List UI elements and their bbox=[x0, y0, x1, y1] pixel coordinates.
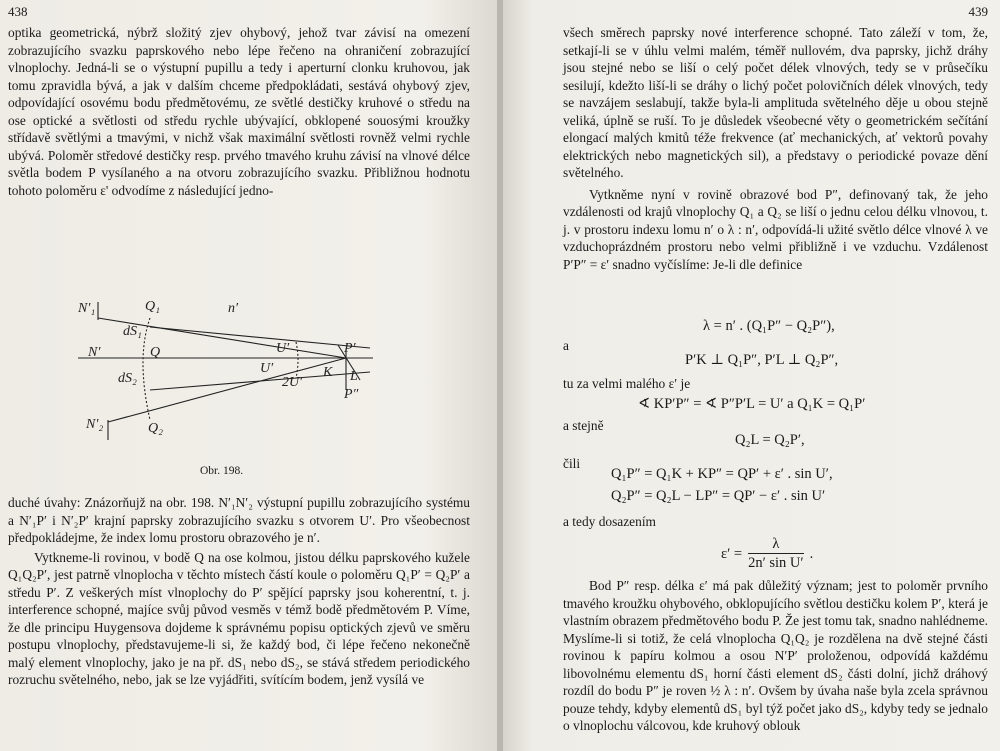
equation-7-end: . bbox=[809, 545, 814, 562]
paragraph-3-text: Bod P″ resp. délka ε′ má pak důležitý význam; jest to poloměr prvního tmavého kroužku ohybového, obklopujícího světlou destičku kolem P′, která je vlastním obrazem předmětového bodu P. Že jest tomu tak, snadno nahlédneme. Myslíme-li si totiž, že celá vlnoplocha Q₁Q₂ je rozdělena na dvě stejné části rovinou k papíru kolmou a osou N′P′ proloženou, odpovídá každému libovolnému elementu dS₁ horní části element dS₂ části dolní, jichž dráhový rozdíl do bodu P″ je roven ½ λ : n′. Ovšem by úvaha naše byla zcela správnou pouze tehdy, kdyby elementů dS₁ byl týž počet jako dS₂, kdyby tedy se jednalo o vlnoplochu válcovou, kde kruhový oblouk bbox=[563, 578, 988, 733]
equation-7 bbox=[721, 536, 813, 572]
label-n-index: n′ bbox=[228, 301, 239, 316]
connective-cili: čili bbox=[563, 456, 581, 471]
label-q: Q bbox=[150, 345, 161, 360]
equation-7-denominator: 2n′ sin U′ bbox=[748, 555, 804, 571]
connective-a: a bbox=[563, 338, 569, 353]
label-u-lower: U′ bbox=[260, 361, 274, 376]
label-p-double: P″ bbox=[344, 387, 359, 402]
equation-7-numerator: λ bbox=[772, 536, 780, 552]
equation-5: Q₁P″ = Q₁K + KP″ = QP′ + ε′ . sin U′, bbox=[611, 466, 833, 482]
page-number: 438 bbox=[8, 4, 28, 19]
label-l: L bbox=[350, 369, 358, 384]
paragraph-2 bbox=[8, 494, 470, 689]
label-n1: N′₁ bbox=[78, 301, 96, 316]
paragraph-3-text: Vytkneme-li rovinou, v bodě Q na ose kolmou, jistou délku paprskového kužele Q₁Q₂P′, jest patrně vlnoplocha v těchto místech částí koule o poloměru Q₁P′ = Q₂P′ a středu P′. Z veškerých míst vlnoplochy do P′ spějící paprsky jsou koherentní, t. j. interference schopné, majíce svůj původ vesměs v témž bodě předmětovém P. Víme, že dle principu Huygensova dojdeme k správnému popisu optických zjevů ve směru postupu vlnoplochy, představujeme-li si, že každý bod, či lépe řečeno nekonečně malý element vlnoplochy, jako je na př. dS₁ nebo dS₂, se stává středem periodického rozruchu světelného, nebo, jak se lze vyjádřiti, svítícím bodem, jenž vysílá ve bbox=[8, 549, 470, 687]
figure-caption: Obr. 198. bbox=[200, 465, 244, 477]
label-u-upper: U′ bbox=[276, 341, 290, 356]
label-k: K bbox=[323, 365, 333, 380]
paragraph-1 bbox=[563, 24, 988, 273]
paragraph-3 bbox=[563, 577, 988, 735]
connective-a-tedy: a tedy dosazením bbox=[563, 514, 656, 529]
equation-4: Q₂L = Q₂P′, bbox=[735, 432, 805, 448]
right-page bbox=[503, 0, 1000, 751]
page-number: 439 bbox=[968, 4, 988, 19]
label-q2: Q₂ bbox=[148, 421, 163, 436]
label-n2: N′₂ bbox=[86, 417, 104, 432]
paragraph-2-text: Vytkněme nyní v rovině obrazové bod P″, definovaný tak, že jeho vzdálenosti od krajů vlnoplochy Q₁ a Q₂ se liší o jednu celou délku vlnovou, t. j. v prostoru indexu lomu n′ o λ : n′, odpovídá-li užité světlo délce vlnové λ ve vzduchoprázdném prostoru nebo velmi přibližně i ve vzduchu. Vzdálenost P′P″ = ε′ snadno vyčíslíme: Je-li dle definice bbox=[563, 186, 988, 272]
left-page bbox=[0, 0, 497, 751]
paragraph-2-text: duché úvahy: Znázorňujž na obr. 198. N′₁N′₂ výstupní pupillu zobrazujícího systému a N′₁P′ i N′₂P′ krajní paprsky zobrazujícího svazku s otvorem U′. Pro všeobecnost předpokládejme, že index lomu prostoru obrazového je n′. bbox=[8, 495, 470, 545]
paragraph-1-text: optika geometrická, nýbrž složitý zjev ohybový, jehož tvar závisí na omezení zobrazujícího svazku paprskového nebo lépe řečeno na ohraničení zobrazující vlnoplochy. Jedná-li se o výstupní pupillu a tedy i aperturní clonku kruhovou, jak tomu zpravidla bývá, a jak v dalším chceme předpokládati, sestává ohybový zjev, odpovídající osovému bodu předmětovému, ze světlé destičky kruhové o středu na ose optické a světlosti od středu rychle ubývající, obklopené souosými kroužky střídavě světlými a tmavými, v nichž však maximální světlosti rovněž velmi rychle ubývá. Poloměr středové destičky resp. prvého tmavého kruhu závisí na vlnové délce světla bodem P vysílaného a na otvoru zobrazujícího svazku. Přibližnou hodnotu tohoto poloměru ε' odvodíme z následující jedno- bbox=[8, 25, 470, 198]
paragraph-1-text: všech směrech paprsky nové interference schopné. Tato záleží v tom, že, setkají-li se v úhlu velmi malém, téměř nullovém, dva paprsky, jichž dráhy jsou stejné nebo se liší o celý počet délek vlnových, tedy se v průsečíku sesilují, kdežto liší-li se dráhy o lichý počet polovičních délek vlnových, tedy se navzájem seslabují, takže byla-li amplituda světelného děje u obou stejně veliká, úplně se ruší. To je důsledek všeobecné věty o geometrickém sečítání elongací malých kmitů téže frekvence (ať mechanických, ať vektorů povahy elektrických nebo magnetických sil), a představy o periodické povaze dění světelného. bbox=[563, 25, 988, 180]
figure-198 bbox=[78, 290, 378, 455]
label-ds2: dS₂ bbox=[118, 371, 137, 386]
connective-tu-za: tu za velmi malého ε′ je bbox=[563, 376, 691, 391]
equation-3: ∢ KP′P″ = ∢ P″P′L = U′ a Q₁K = Q₁P′ bbox=[638, 396, 866, 412]
paragraph-1 bbox=[8, 24, 470, 199]
connective-a-stejne: a stejně bbox=[563, 418, 604, 433]
equation-1: λ = n′ . (Q₁P″ − Q₂P″), bbox=[703, 318, 835, 334]
label-n-prime: N′ bbox=[88, 345, 101, 360]
label-ds1: dS₁ bbox=[123, 324, 142, 339]
label-q1: Q₁ bbox=[145, 299, 160, 314]
equation-7-fraction bbox=[748, 536, 804, 572]
equation-6: Q₂P″ = Q₂L − LP″ = QP′ − ε′ . sin U′ bbox=[611, 488, 826, 504]
equation-2: P′K ⊥ Q₁P″, P′L ⊥ Q₂P″, bbox=[685, 352, 839, 368]
equation-7-lhs: ε′ = bbox=[721, 545, 743, 562]
label-2u: 2U′ bbox=[282, 375, 303, 390]
label-p-prime: P′ bbox=[344, 341, 356, 356]
